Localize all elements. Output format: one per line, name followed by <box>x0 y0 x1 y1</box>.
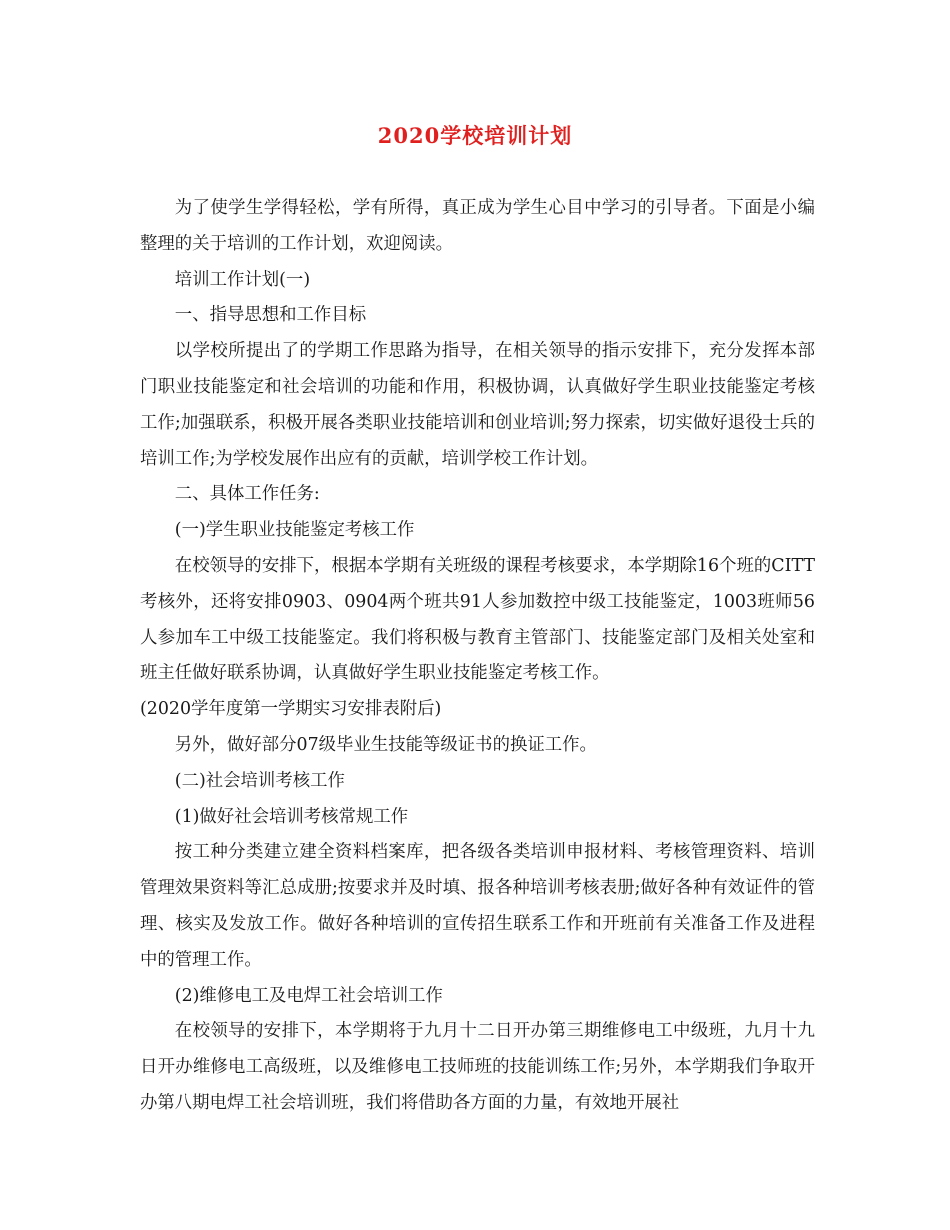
subheading-student-assessment: (一)学生职业技能鉴定考核工作 <box>174 520 415 541</box>
guiding-ideas-paragraph: 以学校所提出了的学期工作思路为指导，在相关领导的指示安排下，充分发挥本部门职业技能鉴定和社会培训的功能和作用，积极协调，认真做好学生职业技能鉴定考核工作;加强联系，积极开展各类职业技能培训和创业培训;努力探索，切实做好退役士兵的培训工作;为学校发展作出应有的贡献，培训学校工作计划。 <box>140 341 815 469</box>
routine-work-paragraph: 按工种分类建立建全资料档案库，把各级各类培训申报材料、考核管理资料、培训管理效果资料等汇总成册;按要求并及时填、报各种培训考核表册;做好各种有效证件的管理、核实及发放工作。做好各种培训的宣传招生联系工作和开班前有关准备工作及进程中的管理工作。 <box>140 842 815 970</box>
subheading-routine-work: (1)做好社会培训考核常规工作 <box>174 806 409 827</box>
document-body <box>140 191 815 1122</box>
student-assessment-paragraph: 在校领导的安排下，根据本学期有关班级的课程考核要求，本学期除16个班的CITT考核外，还将安排0903、0904两个班共91人参加数控中级工技能鉴定，1003班师56人参加车工中级工技能鉴定。我们将积极与教育主管部门、技能鉴定部门及相关处室和班主任做好联系协调，认真做好学生职业技能鉴定考核工作。 <box>140 555 815 684</box>
page-title: 2020学校培训计划 <box>377 123 573 148</box>
section-heading-guiding-ideas: 一、指导思想和工作目标 <box>174 305 367 326</box>
electrician-welder-paragraph: 在校领导的安排下，本学期将于九月十二日开办第三期维修电工中级班，九月十九日开办维修电工高级班，以及维修电工技师班的技能训练工作;另外，本学期我们争取开办第八期电焊工社会培训班，我们将借助各方面的力量，有效地开展社 <box>140 1021 815 1113</box>
subheading-electrician-welder: (2)维修电工及电焊工社会培训工作 <box>174 985 443 1006</box>
certificate-paragraph: 另外，做好部分07级毕业生技能等级证书的换证工作。 <box>174 734 597 755</box>
schedule-note: (2020学年度第一学期实习安排表附后) <box>140 699 442 720</box>
section-heading-plan-1: 培训工作计划(一) <box>174 269 311 290</box>
section-heading-tasks: 二、具体工作任务: <box>174 484 320 505</box>
intro-paragraph: 为了使学生学得轻松，学有所得，真正成为学生心目中学习的引导者。下面是小编整理的关于培训的工作计划，欢迎阅读。 <box>140 198 815 254</box>
subheading-social-training: (二)社会培训考核工作 <box>174 770 345 791</box>
